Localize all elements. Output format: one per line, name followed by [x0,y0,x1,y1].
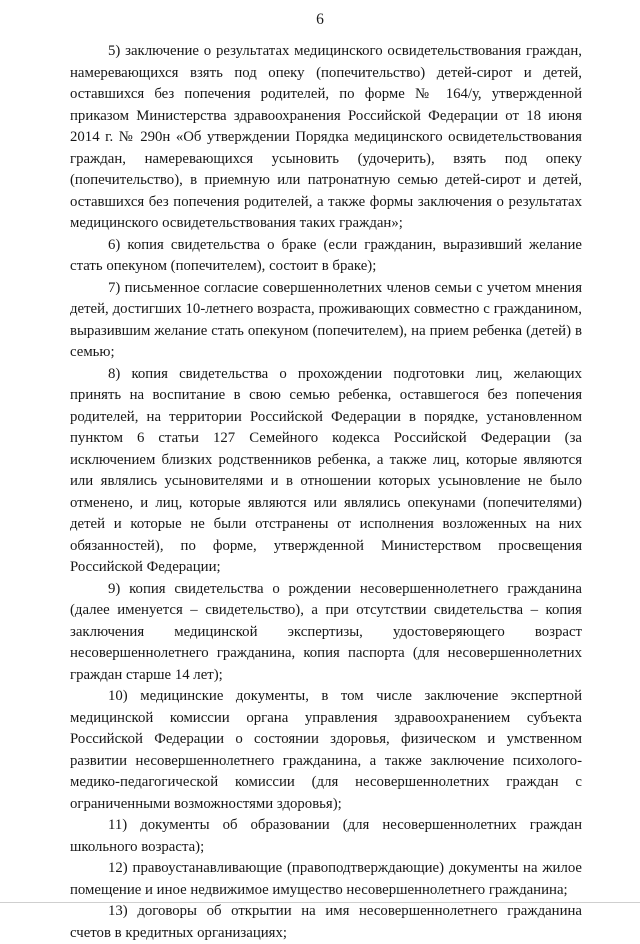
list-item-11: 11) документы об образовании (для несовершеннолетних граждан школьного возраста); [70,817,582,855]
list-item-13: 13) договоры об открытии на имя несовершеннолетнего гражданина счетов в кредитных организациях; [70,903,582,941]
list-item-12: 12) правоустанавливающие (правоподтверждающие) документы на жилое помещение и иное недвижимое имущество несовершеннолетнего гражданина; [70,860,582,898]
list-item-9: 9) копия свидетельства о рождении несовершеннолетнего гражданина (далее именуется – свидетельство), а при отсутствии свидетельства – копия заключения медицинской экспертизы, удостоверяющего возраст несовершеннолетнего гражданина, копия паспорта (для несовершеннолетних граждан старше 14 лет); [70,580,582,683]
list-item-7: 7) письменное согласие совершеннолетних членов семьи с учетом мнения детей, достигших 10-летнего возраста, проживающих совместно с гражданином, выразившим желание стать опекуном (попечителем), на прием ребенка (детей) в семью; [70,279,582,360]
list-item-6: 6) копия свидетельства о браке (если гражданин, выразивший желание стать опекуном (попечителем), состоит в браке); [70,236,582,274]
document-body [70,41,582,944]
list-item-5: 5) заключение о результатах медицинского освидетельствования граждан, намеревающихся взять под опеку (попечительство) детей-сирот и детей, оставшихся без попечения родителей, по форме № 164/у, утвержденной приказом Министерства здравоохранения Российской Федерации от 18 июня 2014 г. № 290н «Об утверждении Порядка медицинского освидетельствования граждан, намеревающихся усыновить (удочерить), взять под опеку (попечительство), в приемную или патронатную семью детей-сирот и детей, оставшихся без попечения родителей, а также формы заключения о результатах медицинского освидетельствования таких граждан»; [70,43,582,231]
list-item-10: 10) медицинские документы, в том числе заключение экспертной медицинской комиссии органа управления здравоохранением субъекта Российской Федерации о состоянии здоровья, физическом и умственном развитии несовершеннолетнего гражданина, а также заключение психолого-медико-педагогической комиссии (для несовершеннолетних граждан с ограниченными возможностями здоровья); [70,688,582,812]
page-bottom-divider [0,902,640,903]
page-number: 6 [316,11,324,28]
list-item-8: 8) копия свидетельства о прохождении подготовки лиц, желающих принять на воспитание в свою семью ребенка, оставшегося без попечения родителей, на территории Российской Федерации в порядке, установленном пунктом 6 статьи 127 Семейного кодекса Российской Федерации (за исключением близких родственников ребенка, а также лиц, которые являются или являлись усыновителями и в отношении которых усыновление не было отменено, и лиц, которые являются или являлись опекунами (попечителями) детей и которые не были отстранены от исполнения возложенных на них обязанностей), по форме, утвержденной Министерством просвещения Российской Федерации; [70,365,582,575]
